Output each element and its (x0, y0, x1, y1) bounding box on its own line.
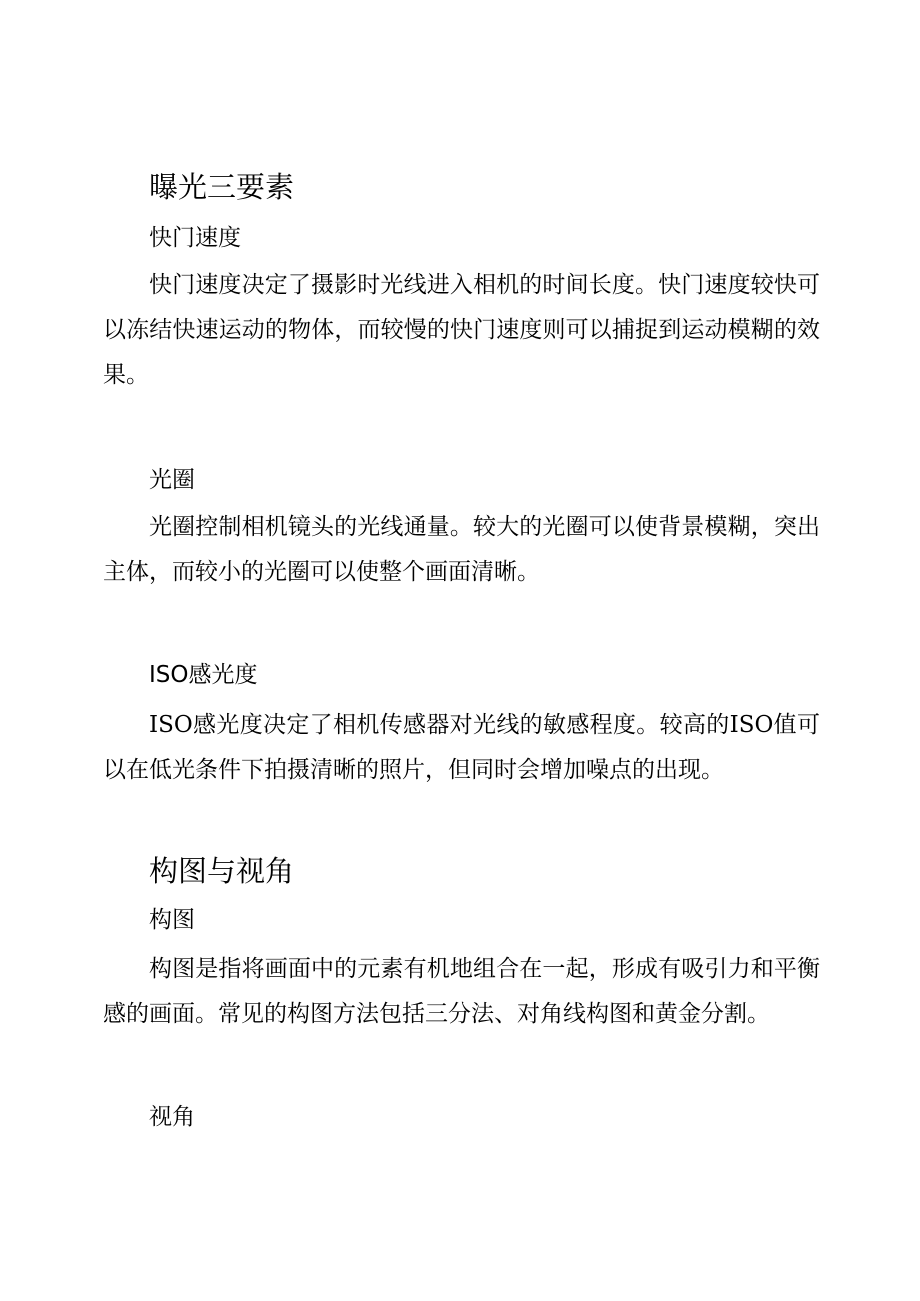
subsection-heading-viewing-angle: 视角 (149, 1104, 195, 1130)
subsection-heading-shutter-speed: 快门速度 (149, 225, 241, 251)
subsection-heading-composition: 构图 (149, 907, 195, 933)
section-heading-composition-angle: 构图与视角 (149, 854, 295, 888)
paragraph-iso: ISO感光度决定了相机传感器对光线的敏感程度。较高的ISO值可以在低光条件下拍摄清晰的照片，但同时会增加噪点的出现。 (103, 712, 820, 783)
paragraph-aperture: 光圈控制相机镜头的光线通量。较大的光圈可以使背景模糊，突出主体，而较小的光圈可以使整个画面清晰。 (103, 514, 820, 585)
paragraph-shutter-speed: 快门速度决定了摄影时光线进入相机的时间长度。快门速度较快可以冻结快速运动的物体，而较慢的快门速度则可以捕捉到运动模糊的效果。 (103, 272, 820, 388)
section-heading-exposure: 曝光三要素 (149, 170, 295, 204)
subsection-heading-iso: ISO感光度 (149, 662, 258, 688)
paragraph-composition: 构图是指将画面中的元素有机地组合在一起，形成有吸引力和平衡感的画面。常见的构图方法包括三分法、对角线构图和黄金分割。 (103, 956, 820, 1027)
subsection-heading-aperture: 光圈 (149, 467, 195, 493)
